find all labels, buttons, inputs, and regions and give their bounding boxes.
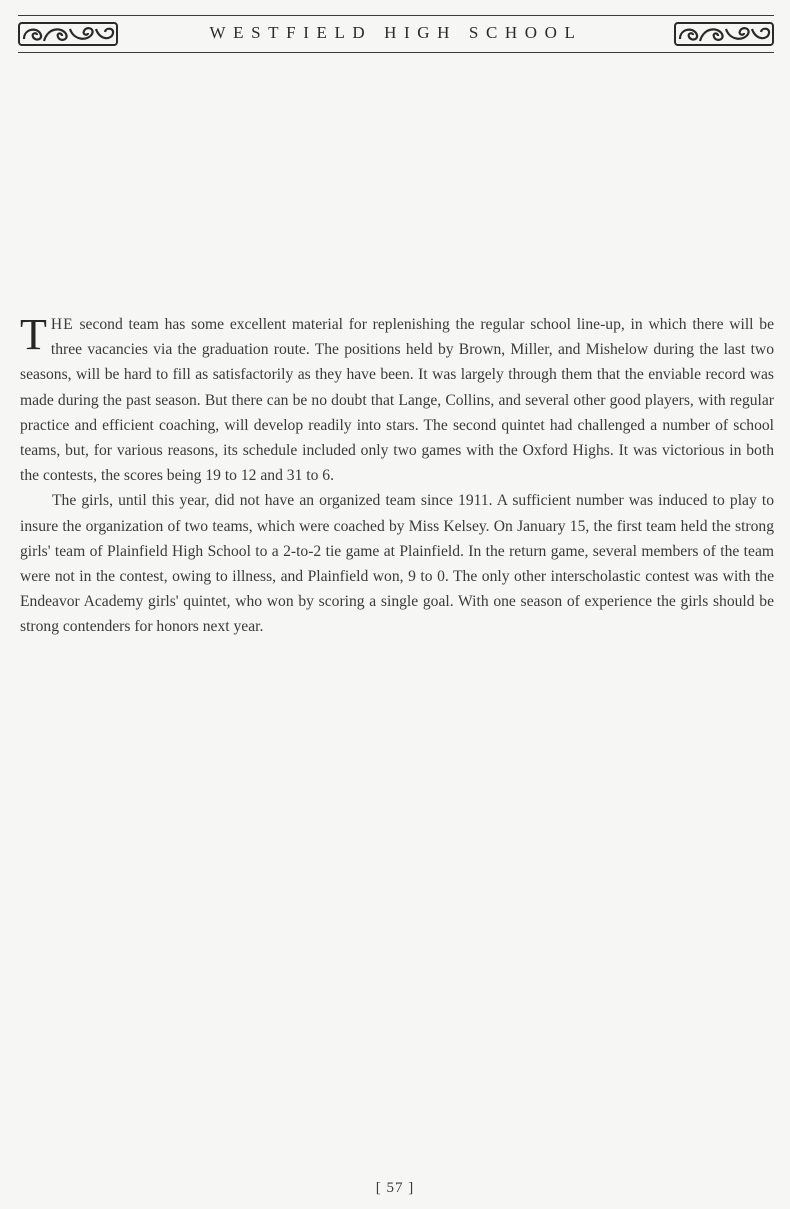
scroll-ornament-icon <box>18 21 118 47</box>
drop-cap-letter: T <box>20 310 47 359</box>
paragraph-text: second team has some excellent material for replenishing the regular school line-up, in which there will be three vacancies via the graduation route. The positions held by Brown, Miller, and Mishelow during the last two seasons, will be hard to fill as satisfactorily as they have been. It was largely through them that the enviable record was made during the past season. But there can be no doubt that Lange, Collins, and several other good players, with regular practice and efficient coaching, will develop readily into stars. The second quintet had challenged a number of school teams, but, for various reasons, its schedule included only two games with the Oxford Highs. It was victorious in both the contests, the scores being 19 to 12 and 31 to 6. <box>20 316 774 485</box>
header-top-rule <box>18 15 774 16</box>
paragraph-second-team <box>20 312 774 488</box>
paragraph-girls-team: The girls, until this year, did not have an organized team since 1911. A sufficient number was induced to play to insure the organization of two teams, which were coached by Miss Kelsey. On January 15, the first team held the strong girls' team of Plainfield High School to a 2-to-2 tie game at Plainfield. In the return game, several members of the team were not in the contest, owing to illness, and Plainfield won, 9 to 0. The only other interscholastic contest was with the Endeavor Academy girls' quintet, who won by scoring a single goal. With one season of experience the girls should be strong contenders for honors next year. <box>20 492 774 636</box>
page-header <box>18 15 774 53</box>
page-number: [ 57 ] <box>375 1180 415 1196</box>
lead-capitals: HE <box>50 316 74 333</box>
header-bottom-rule <box>18 52 774 53</box>
running-header-title: WESTFIELD HIGH SCHOOL <box>209 23 583 42</box>
article-body <box>20 312 774 640</box>
scroll-ornament-icon <box>674 21 774 47</box>
